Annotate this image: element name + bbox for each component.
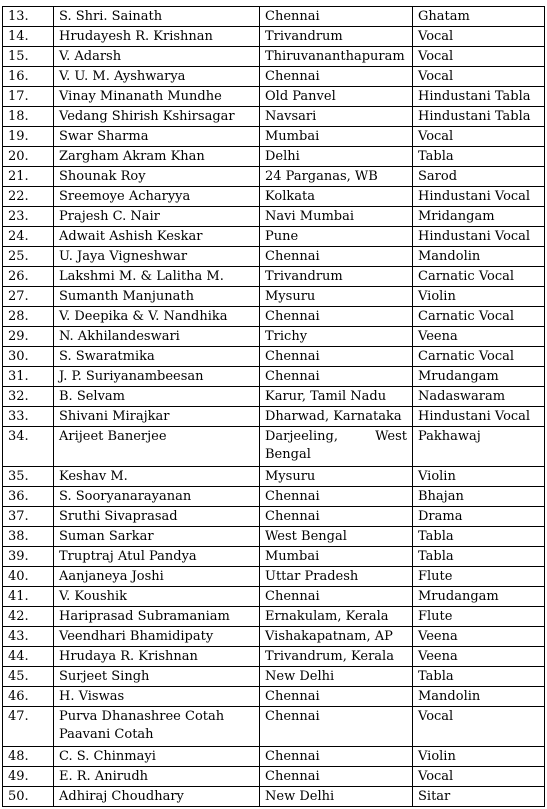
table-row bbox=[3, 107, 545, 127]
serial-number-cell: 19. bbox=[3, 127, 54, 147]
table-row bbox=[3, 687, 545, 707]
artist-name-cell: Veendhari Bhamidipaty bbox=[54, 627, 260, 647]
city-cell: New Delhi bbox=[260, 667, 413, 687]
artist-name-cell: Aanjaneya Joshi bbox=[54, 567, 260, 587]
city-cell: Chennai bbox=[260, 707, 413, 747]
table-row bbox=[3, 767, 545, 787]
table-row bbox=[3, 587, 545, 607]
serial-number-cell: 41. bbox=[3, 587, 54, 607]
art-form-cell: Hindustani Vocal bbox=[413, 187, 545, 207]
artist-name-cell: Sruthi Sivaprasad bbox=[54, 507, 260, 527]
city-cell: Karur, Tamil Nadu bbox=[260, 387, 413, 407]
art-form-cell: Hindustani Tabla bbox=[413, 87, 545, 107]
table-row bbox=[3, 347, 545, 367]
serial-number-cell: 45. bbox=[3, 667, 54, 687]
art-form-cell: Drama bbox=[413, 507, 545, 527]
table-row bbox=[3, 247, 545, 267]
city-cell: Chennai bbox=[260, 307, 413, 327]
artist-name-cell: Suman Sarkar bbox=[54, 527, 260, 547]
art-form-cell: Tabla bbox=[413, 527, 545, 547]
city-cell: New Delhi bbox=[260, 787, 413, 807]
serial-number-cell: 27. bbox=[3, 287, 54, 307]
art-form-cell: Tabla bbox=[413, 147, 545, 167]
art-form-cell: Flute bbox=[413, 567, 545, 587]
city-cell: Trivandrum, Kerala bbox=[260, 647, 413, 667]
serial-number-cell: 26. bbox=[3, 267, 54, 287]
artist-name-cell: Hariprasad Subramaniam bbox=[54, 607, 260, 627]
city-cell: Dharwad, Karnataka bbox=[260, 407, 413, 427]
table-row bbox=[3, 647, 545, 667]
art-form-cell: Ghatam bbox=[413, 7, 545, 27]
artist-name-cell: V. Adarsh bbox=[54, 47, 260, 67]
table-row bbox=[3, 607, 545, 627]
table-row bbox=[3, 667, 545, 687]
artists-table bbox=[2, 6, 545, 807]
serial-number-cell: 36. bbox=[3, 487, 54, 507]
artist-name-cell: S. Sooryanarayanan bbox=[54, 487, 260, 507]
table-row bbox=[3, 567, 545, 587]
artist-name-cell: Lakshmi M. & Lalitha M. bbox=[54, 267, 260, 287]
city-cell: Chennai bbox=[260, 587, 413, 607]
serial-number-cell: 15. bbox=[3, 47, 54, 67]
city-cell: Chennai bbox=[260, 687, 413, 707]
city-cell: Delhi bbox=[260, 147, 413, 167]
art-form-cell: Mrudangam bbox=[413, 587, 545, 607]
table-row bbox=[3, 507, 545, 527]
serial-number-cell: 24. bbox=[3, 227, 54, 247]
serial-number-cell: 28. bbox=[3, 307, 54, 327]
art-form-cell: Flute bbox=[413, 607, 545, 627]
table-row bbox=[3, 487, 545, 507]
artist-name-cell: H. Viswas bbox=[54, 687, 260, 707]
serial-number-cell: 22. bbox=[3, 187, 54, 207]
serial-number-cell: 44. bbox=[3, 647, 54, 667]
art-form-cell: Sarod bbox=[413, 167, 545, 187]
city-cell: Chennai bbox=[260, 747, 413, 767]
art-form-cell: Vocal bbox=[413, 27, 545, 47]
serial-number-cell: 13. bbox=[3, 7, 54, 27]
city-cell: Mumbai bbox=[260, 127, 413, 147]
serial-number-cell: 20. bbox=[3, 147, 54, 167]
artist-name-cell: Adhiraj Choudhary bbox=[54, 787, 260, 807]
artist-name-cell: V. Deepika & V. Nandhika bbox=[54, 307, 260, 327]
art-form-cell: Veena bbox=[413, 327, 545, 347]
art-form-cell: Mandolin bbox=[413, 247, 545, 267]
table-row bbox=[3, 547, 545, 567]
city-cell: Mysuru bbox=[260, 287, 413, 307]
city-cell: Chennai bbox=[260, 67, 413, 87]
art-form-cell: Mridangam bbox=[413, 207, 545, 227]
art-form-cell: Bhajan bbox=[413, 487, 545, 507]
serial-number-cell: 37. bbox=[3, 507, 54, 527]
art-form-cell: Violin bbox=[413, 287, 545, 307]
artist-name-cell: S. Shri. Sainath bbox=[54, 7, 260, 27]
artists-table-body bbox=[3, 7, 545, 807]
art-form-cell: Vocal bbox=[413, 67, 545, 87]
table-row bbox=[3, 207, 545, 227]
artist-name-cell: Surjeet Singh bbox=[54, 667, 260, 687]
artist-name-cell: Sumanth Manjunath bbox=[54, 287, 260, 307]
serial-number-cell: 47. bbox=[3, 707, 54, 747]
art-form-cell: Vocal bbox=[413, 47, 545, 67]
serial-number-cell: 42. bbox=[3, 607, 54, 627]
table-row bbox=[3, 167, 545, 187]
city-cell: Vishakapatnam, AP bbox=[260, 627, 413, 647]
city-cell: Chennai bbox=[260, 347, 413, 367]
artist-name-cell: J. P. Suriyanambeesan bbox=[54, 367, 260, 387]
art-form-cell: Vocal bbox=[413, 767, 545, 787]
table-row bbox=[3, 147, 545, 167]
city-cell: Ernakulam, Kerala bbox=[260, 607, 413, 627]
serial-number-cell: 33. bbox=[3, 407, 54, 427]
table-row bbox=[3, 187, 545, 207]
city-cell: Pune bbox=[260, 227, 413, 247]
table-row bbox=[3, 627, 545, 647]
artist-name-cell: E. R. Anirudh bbox=[54, 767, 260, 787]
art-form-cell: Tabla bbox=[413, 547, 545, 567]
city-cell: Uttar Pradesh bbox=[260, 567, 413, 587]
city-cell: Navsari bbox=[260, 107, 413, 127]
table-row bbox=[3, 127, 545, 147]
artist-name-cell: C. S. Chinmayi bbox=[54, 747, 260, 767]
city-cell: Trichy bbox=[260, 327, 413, 347]
art-form-cell: Hindustani Vocal bbox=[413, 227, 545, 247]
city-cell: Chennai bbox=[260, 247, 413, 267]
art-form-cell: Tabla bbox=[413, 667, 545, 687]
artist-name-cell: Shounak Roy bbox=[54, 167, 260, 187]
serial-number-cell: 31. bbox=[3, 367, 54, 387]
city-cell: Darjeeling, West Bengal bbox=[260, 427, 413, 467]
art-form-cell: Mrudangam bbox=[413, 367, 545, 387]
artist-name-cell: Arijeet Banerjee bbox=[54, 427, 260, 467]
serial-number-cell: 49. bbox=[3, 767, 54, 787]
table-row bbox=[3, 87, 545, 107]
table-row bbox=[3, 467, 545, 487]
table-row bbox=[3, 747, 545, 767]
art-form-cell: Vocal bbox=[413, 707, 545, 747]
artist-name-cell: Zargham Akram Khan bbox=[54, 147, 260, 167]
artist-name-cell: Truptraj Atul Pandya bbox=[54, 547, 260, 567]
artist-name-cell: Purva Dhanashree Cotah Paavani Cotah bbox=[54, 707, 260, 747]
serial-number-cell: 17. bbox=[3, 87, 54, 107]
table-row bbox=[3, 387, 545, 407]
city-cell: Old Panvel bbox=[260, 87, 413, 107]
serial-number-cell: 34. bbox=[3, 427, 54, 467]
art-form-cell: Hindustani Vocal bbox=[413, 407, 545, 427]
serial-number-cell: 30. bbox=[3, 347, 54, 367]
table-row bbox=[3, 367, 545, 387]
art-form-cell: Violin bbox=[413, 467, 545, 487]
table-row bbox=[3, 407, 545, 427]
table-row bbox=[3, 427, 545, 467]
serial-number-cell: 48. bbox=[3, 747, 54, 767]
table-row bbox=[3, 267, 545, 287]
table-row bbox=[3, 47, 545, 67]
serial-number-cell: 38. bbox=[3, 527, 54, 547]
city-cell: Trivandrum bbox=[260, 267, 413, 287]
table-row bbox=[3, 27, 545, 47]
table-row bbox=[3, 227, 545, 247]
serial-number-cell: 14. bbox=[3, 27, 54, 47]
serial-number-cell: 29. bbox=[3, 327, 54, 347]
serial-number-cell: 46. bbox=[3, 687, 54, 707]
table-row bbox=[3, 7, 545, 27]
serial-number-cell: 16. bbox=[3, 67, 54, 87]
artist-name-cell: U. Jaya Vigneshwar bbox=[54, 247, 260, 267]
serial-number-cell: 21. bbox=[3, 167, 54, 187]
artist-name-cell: Vinay Minanath Mundhe bbox=[54, 87, 260, 107]
art-form-cell: Violin bbox=[413, 747, 545, 767]
art-form-cell: Carnatic Vocal bbox=[413, 347, 545, 367]
serial-number-cell: 23. bbox=[3, 207, 54, 227]
city-cell: 24 Parganas, WB bbox=[260, 167, 413, 187]
artist-name-cell: V. U. M. Ayshwarya bbox=[54, 67, 260, 87]
artist-name-cell: Hrudaya R. Krishnan bbox=[54, 647, 260, 667]
city-cell: Chennai bbox=[260, 507, 413, 527]
art-form-cell: Sitar bbox=[413, 787, 545, 807]
table-row bbox=[3, 707, 545, 747]
city-cell: Navi Mumbai bbox=[260, 207, 413, 227]
art-form-cell: Mandolin bbox=[413, 687, 545, 707]
art-form-cell: Hindustani Tabla bbox=[413, 107, 545, 127]
art-form-cell: Carnatic Vocal bbox=[413, 267, 545, 287]
city-cell: Trivandrum bbox=[260, 27, 413, 47]
art-form-cell: Veena bbox=[413, 627, 545, 647]
table-row bbox=[3, 327, 545, 347]
art-form-cell: Veena bbox=[413, 647, 545, 667]
city-cell: Chennai bbox=[260, 767, 413, 787]
artist-name-cell: Sreemoye Acharyya bbox=[54, 187, 260, 207]
serial-number-cell: 40. bbox=[3, 567, 54, 587]
artist-name-cell: N. Akhilandeswari bbox=[54, 327, 260, 347]
art-form-cell: Nadaswaram bbox=[413, 387, 545, 407]
art-form-cell: Pakhawaj bbox=[413, 427, 545, 467]
artist-name-cell: Hrudayesh R. Krishnan bbox=[54, 27, 260, 47]
table-row bbox=[3, 67, 545, 87]
artist-name-cell: V. Koushik bbox=[54, 587, 260, 607]
artist-name-cell: Shivani Mirajkar bbox=[54, 407, 260, 427]
serial-number-cell: 18. bbox=[3, 107, 54, 127]
artist-name-cell: S. Swaratmika bbox=[54, 347, 260, 367]
artist-name-cell: Vedang Shirish Kshirsagar bbox=[54, 107, 260, 127]
city-cell: Thiruvananthapuram bbox=[260, 47, 413, 67]
city-cell: Mumbai bbox=[260, 547, 413, 567]
table-row bbox=[3, 527, 545, 547]
serial-number-cell: 35. bbox=[3, 467, 54, 487]
serial-number-cell: 32. bbox=[3, 387, 54, 407]
artist-name-cell: B. Selvam bbox=[54, 387, 260, 407]
city-cell: West Bengal bbox=[260, 527, 413, 547]
city-cell: Kolkata bbox=[260, 187, 413, 207]
serial-number-cell: 50. bbox=[3, 787, 54, 807]
table-row bbox=[3, 287, 545, 307]
serial-number-cell: 25. bbox=[3, 247, 54, 267]
city-cell: Mysuru bbox=[260, 467, 413, 487]
artist-name-cell: Swar Sharma bbox=[54, 127, 260, 147]
art-form-cell: Carnatic Vocal bbox=[413, 307, 545, 327]
table-row bbox=[3, 787, 545, 807]
city-cell: Chennai bbox=[260, 487, 413, 507]
artist-name-cell: Keshav M. bbox=[54, 467, 260, 487]
city-cell: Chennai bbox=[260, 367, 413, 387]
table-row bbox=[3, 307, 545, 327]
art-form-cell: Vocal bbox=[413, 127, 545, 147]
artist-name-cell: Prajesh C. Nair bbox=[54, 207, 260, 227]
serial-number-cell: 43. bbox=[3, 627, 54, 647]
city-cell: Chennai bbox=[260, 7, 413, 27]
artist-name-cell: Adwait Ashish Keskar bbox=[54, 227, 260, 247]
serial-number-cell: 39. bbox=[3, 547, 54, 567]
